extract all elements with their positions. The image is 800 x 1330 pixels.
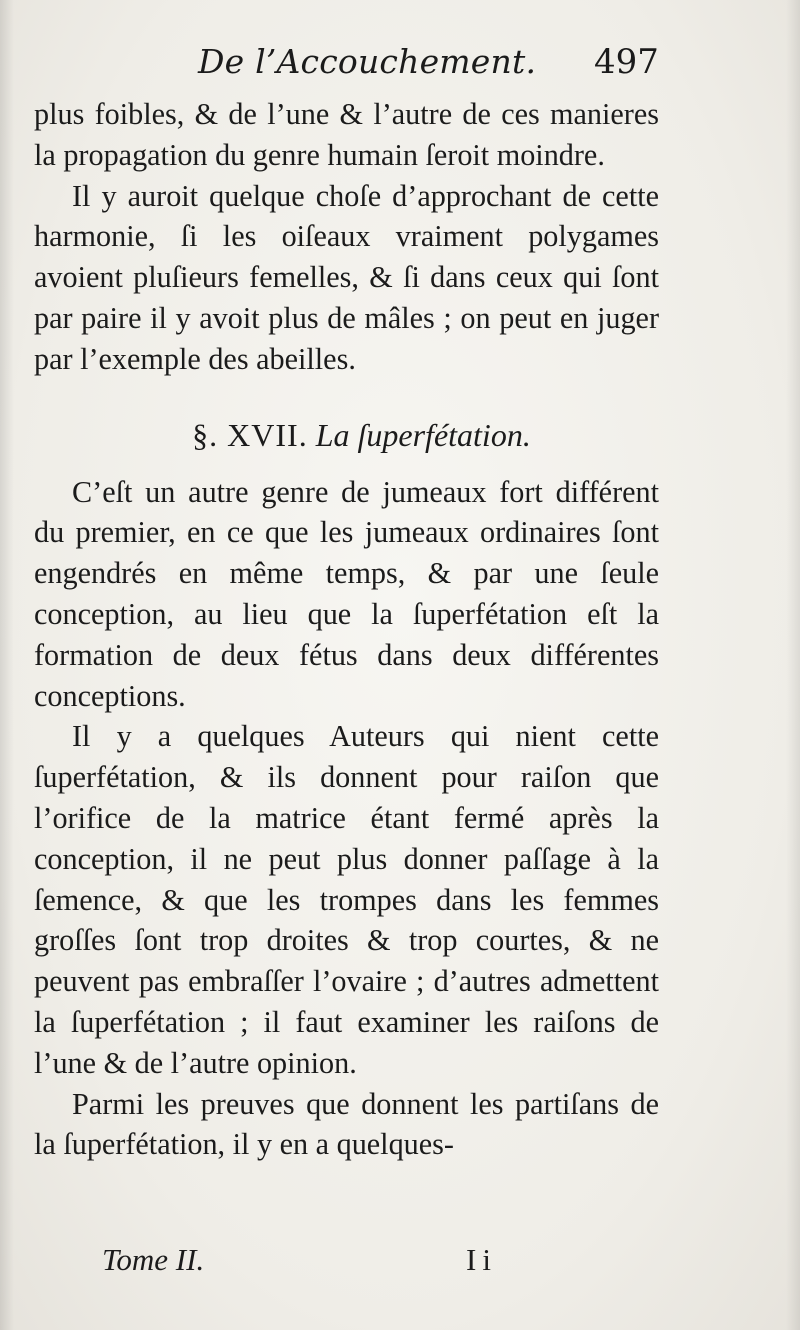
running-title: De l’Accouchement. <box>198 42 537 81</box>
signature-mark: Ii <box>466 1242 497 1277</box>
paragraph-opinions: Il y a quelques Auteurs qui nient cette ſuperfétation, & ils donnent pour raiſon que l’orifice de la matrice étant fermé après la conception, il ne peut plus donner paſſage à la ſemence, & que les trompes dans les femmes groſſes ſont trop droites & trop courtes, & ne peuvent pas embraſſer l’ovaire ; d’autres admettent la ſuperfétation ; il faut examiner les raiſons de l’une & de l’autre opinion. <box>34 719 659 1080</box>
page-body <box>34 94 659 1165</box>
left-page-edge <box>0 0 14 1330</box>
section-number: §. XVII. <box>192 416 308 453</box>
section-heading <box>34 414 659 456</box>
right-page-edge <box>786 0 800 1330</box>
page-header <box>0 42 800 102</box>
section-title: La ſuperfétation. <box>315 416 531 453</box>
paragraph-proofs: Parmi les preuves que donnent les partiſans de la ſuperfétation, il y en a quelques- <box>34 1086 659 1162</box>
paragraph-definition: C’eſt un autre genre de jumeaux fort différent du premier, en ce que les jumeaux ordinaires ſont engendrés en même temps, & par une ſeule conception, au lieu que la ſuperfétation eſt la formation de deux fétus dans deux différentes conceptions. <box>34 474 659 713</box>
volume-label: Tome II. <box>102 1242 205 1277</box>
paragraph-continuation: plus foibles, & de l’une & l’autre de ces manieres la propagation du genre humain ſeroit moindre. <box>34 97 659 172</box>
paragraph-polygamy: Il y auroit quelque choſe d’approchant de cette harmonie, ſi les oiſeaux vraiment polygames avoient pluſieurs femelles, & ſi dans ceux qui ſont par paire il y avoit plus de mâles ; on peut en juger par l’exemple des abeilles. <box>34 178 659 376</box>
page-footer <box>0 1242 800 1282</box>
page-number: 497 <box>594 42 659 82</box>
